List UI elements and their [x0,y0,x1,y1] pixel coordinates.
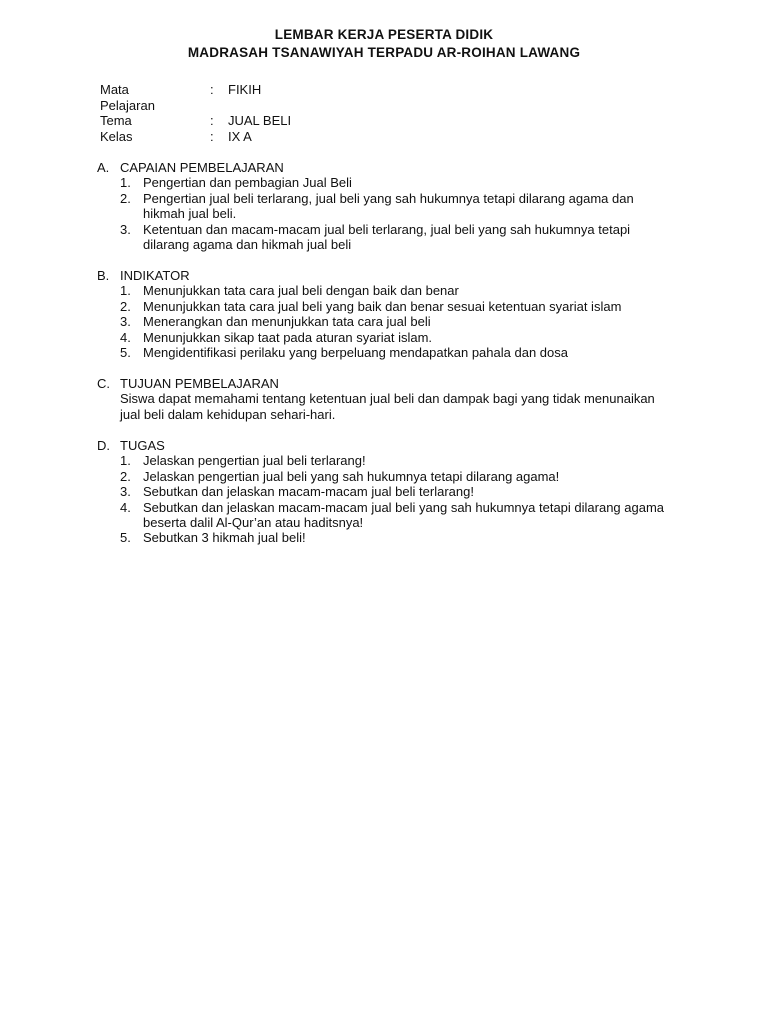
item-number: 2. [120,298,131,314]
meta-row-subject [100,82,428,113]
meta-label-theme: Tema [100,113,132,128]
outcomes-list [97,175,677,252]
section-title: TUJUAN PEMBELAJARAN [120,376,279,391]
meta-value-class: IX A [228,128,252,144]
section-title: INDIKATOR [120,268,190,283]
item-number: 3. [120,484,131,500]
section-heading [97,376,677,391]
item-text: Ketentuan dan macam-macam jual beli terlarang, jual beli yang sah hukumnya tetapi dilarang agama dan hikmah jual beli [143,221,631,253]
item-text: Jelaskan pengertian jual beli yang sah hukumnya tetapi dilarang agama! [143,468,560,484]
item-number: 2. [120,468,131,484]
item-number: 3. [120,314,131,330]
section-heading [97,268,677,283]
item-text: Sebutkan dan jelaskan macam-macam jual beli terlarang! [143,484,474,500]
item-text: Pengertian jual beli terlarang, jual beli yang sah hukumnya tetapi dilarang agama dan hikmah jual beli. [143,190,634,222]
item-number: 2. [120,190,131,206]
section-indicators [97,268,677,360]
list-item [97,345,677,360]
tasks-list [97,453,677,545]
item-text: Sebutkan 3 hikmah jual beli! [143,530,306,546]
item-text: Sebutkan dan jelaskan macam-macam jual beli yang sah hukumnya tetapi dilarang agama beserta dalil Al-Qur’an atau haditsnya! [143,499,665,531]
section-letter: B. [97,268,110,283]
section-tasks [97,438,677,546]
item-number: 4. [120,499,131,515]
list-item [97,222,677,253]
item-number: 5. [120,530,131,546]
item-number: 1. [120,283,131,299]
meta-label-class: Kelas [100,128,133,144]
section-learning-objectives [97,376,677,422]
item-text: Menunjukkan tata cara jual beli dengan baik dan benar [143,283,459,299]
section-letter: C. [97,376,110,391]
section-heading [97,160,677,175]
section-title: CAPAIAN PEMBELAJARAN [120,160,284,175]
item-text: Menunjukkan sikap taat pada aturan syariat islam. [143,329,433,345]
meta-colon: : [210,113,214,128]
meta-value-theme: JUAL BELI [228,113,292,128]
section-letter: D. [97,438,110,453]
meta-row-class [100,129,428,145]
list-item [97,469,677,484]
section-learning-outcomes [97,160,677,252]
meta-row-theme [100,113,428,129]
list-item [97,330,677,345]
item-number: 1. [120,453,131,469]
list-item [97,299,677,314]
item-number: 3. [120,221,131,237]
meta-colon: : [210,82,214,97]
item-number: 1. [120,175,131,191]
list-item [97,484,677,499]
indicators-list [97,283,677,360]
section-letter: A. [97,160,110,175]
list-item [97,175,677,190]
list-item [97,530,677,545]
meta-table [100,82,428,144]
meta-value-subject: FIKIH [228,82,262,97]
item-text: Menerangkan dan menunjukkan tata cara jual beli [143,314,431,330]
item-text: Mengidentifikasi perilaku yang berpeluang mendapatkan pahala dan dosa [143,345,568,361]
objective-paragraph: Siswa dapat memahami tentang ketentuan jual beli dan dampak bagi yang tidak menunaikan jual beli dalam kehidupan sehari-hari. [120,391,655,422]
list-item [97,453,677,468]
item-text: Pengertian dan pembagian Jual Beli [143,175,352,191]
list-item [97,283,677,298]
section-title: TUGAS [120,438,165,453]
list-item [97,314,677,329]
item-number: 4. [120,329,131,345]
school-name: MADRASAH TSANAWIYAH TERPADU AR-ROIHAN LAWANG [187,45,581,60]
item-text: Jelaskan pengertian jual beli terlarang! [143,453,366,469]
meta-label-subject: Mata Pelajaran [100,82,155,113]
meta-colon: : [210,128,214,144]
item-text: Menunjukkan tata cara jual beli yang baik dan benar sesuai ketentuan syariat islam [143,298,622,314]
list-item [97,191,677,222]
list-item [97,500,677,531]
item-number: 5. [120,345,131,361]
section-heading [97,438,677,453]
document-title: LEMBAR KERJA PESERTA DIDIK [274,27,494,42]
